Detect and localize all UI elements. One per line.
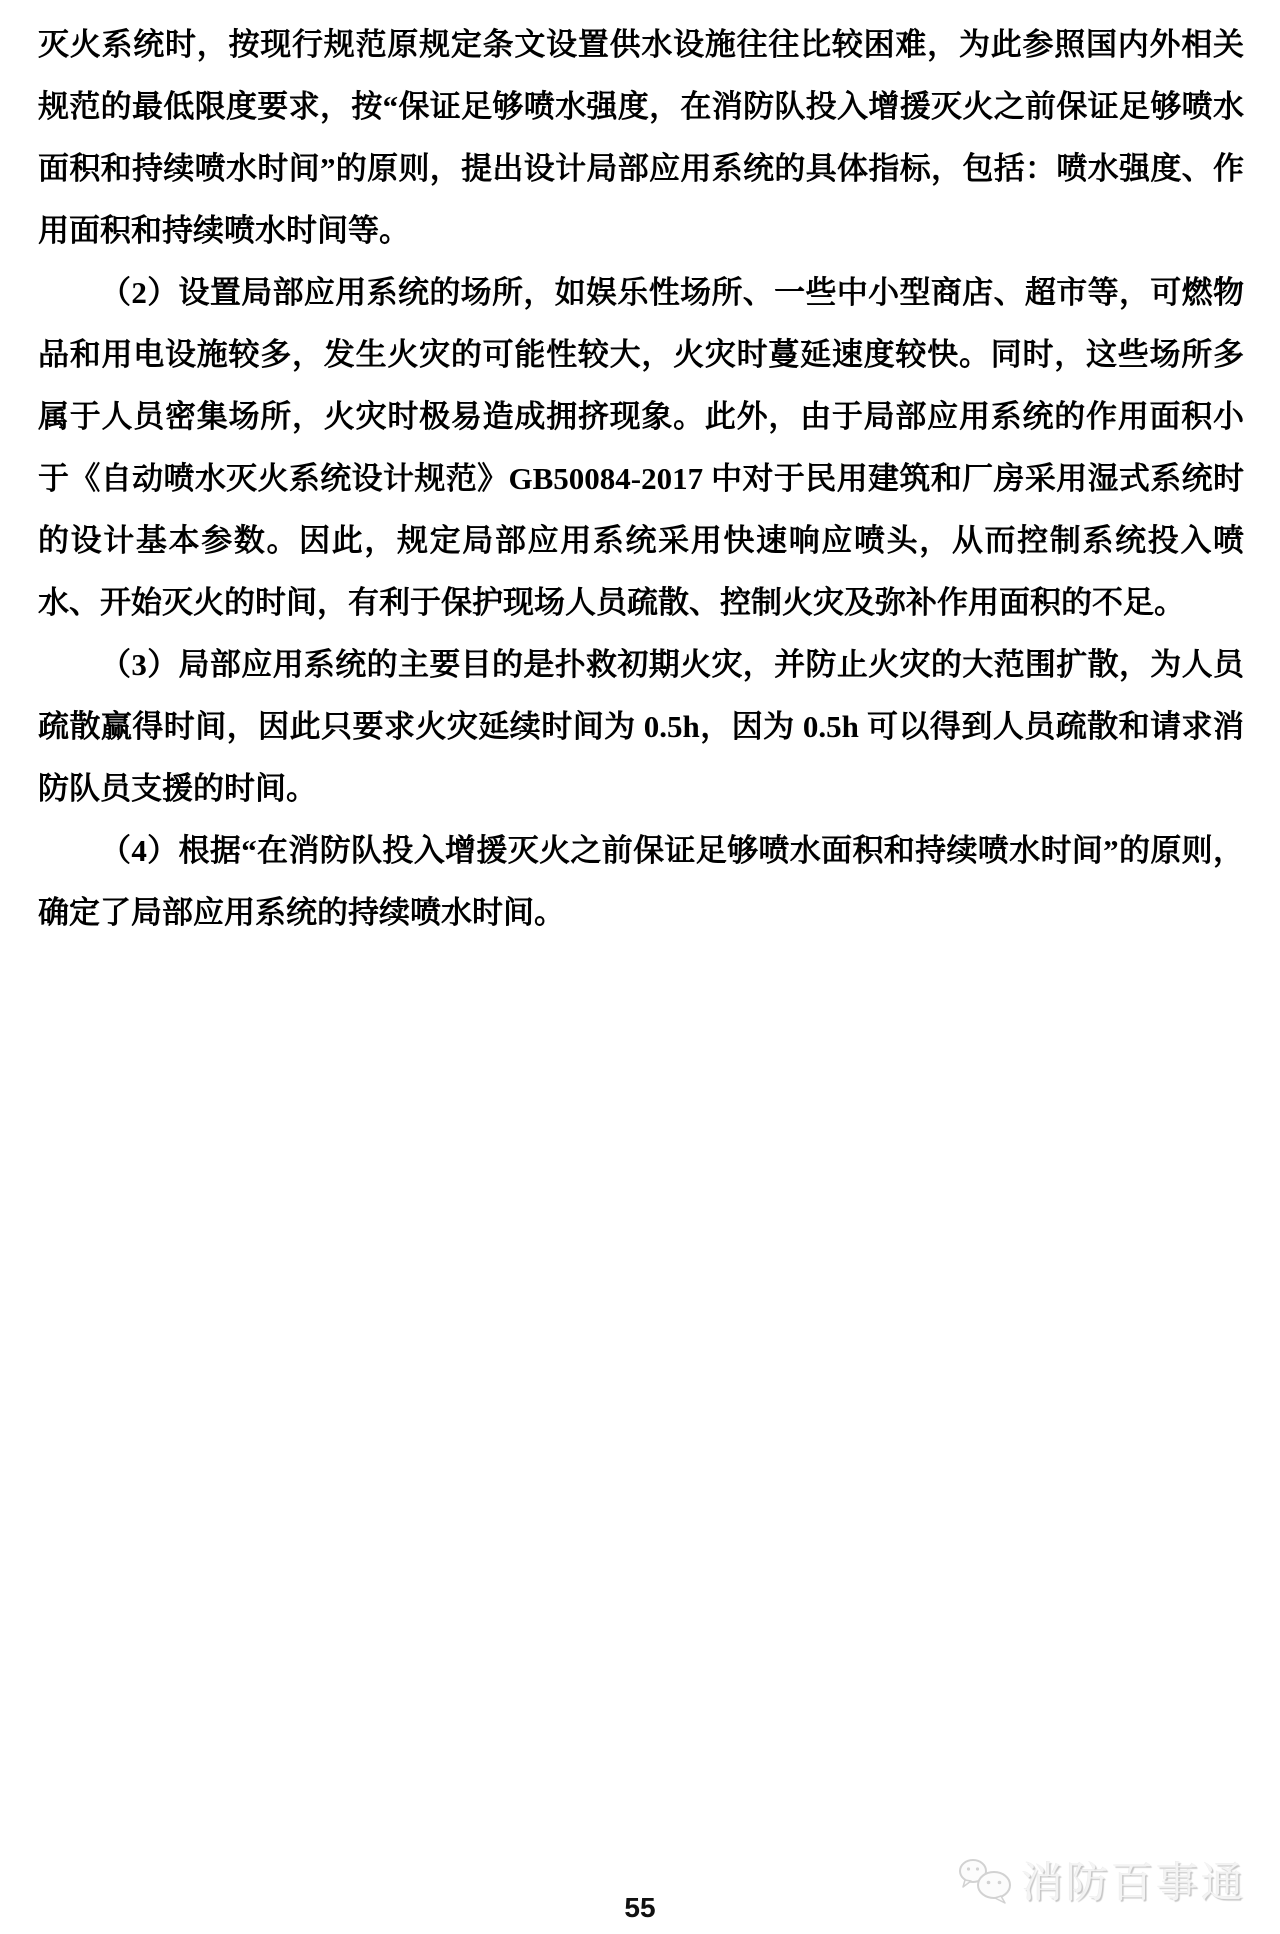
watermark-label: 消防百事通 bbox=[1020, 1859, 1246, 1906]
paragraph-item-4: （4）根据“在消防队投入增援灭火之前保证足够喷水面积和持续喷水时间”的原则，确定了局部应用系统的持续喷水时间。 bbox=[38, 833, 1244, 930]
paragraph-item-3: （3）局部应用系统的主要目的是扑救初期火灾，并防止火灾的大范围扩散，为人员疏散赢得时间，因此只要求火灾延续时间为 0.5h，因为 0.5h 可以得到人员疏散和请求消防队员支援的时间。 bbox=[38, 647, 1244, 806]
page-number: 55 bbox=[624, 1892, 656, 1923]
paragraph-item-2: （2）设置局部应用系统的场所，如娱乐性场所、一些中小型商店、超市等，可燃物品和用电设施较多，发生火灾的可能性较大，火灾时蔓延速度较快。同时，这些场所多属于人员密集场所，火灾时极易造成拥挤现象。此外，由于局部应用系统的作用面积小于《自动喷水灭火系统设计规范》GB50084-2017 中对于民用建筑和厂房采用湿式系统时的设计基本参数。因此，规定局部应用系统采用快速响应喷头，从而控制系统投入喷水、开始灭火的时间，有利于保护现场人员疏散、控制火灾及弥补作用面积的不足。 bbox=[38, 275, 1244, 620]
paragraph-continuation: 灭火系统时，按现行规范原规定条文设置供水设施往往比较困难，为此参照国内外相关规范的最低限度要求，按“保证足够喷水强度，在消防队投入增援灭火之前保证足够喷水面积和持续喷水时间”的原则，提出设计局部应用系统的具体指标，包括：喷水强度、作用面积和持续喷水时间等。 bbox=[38, 27, 1244, 248]
body-text bbox=[38, 14, 1244, 944]
